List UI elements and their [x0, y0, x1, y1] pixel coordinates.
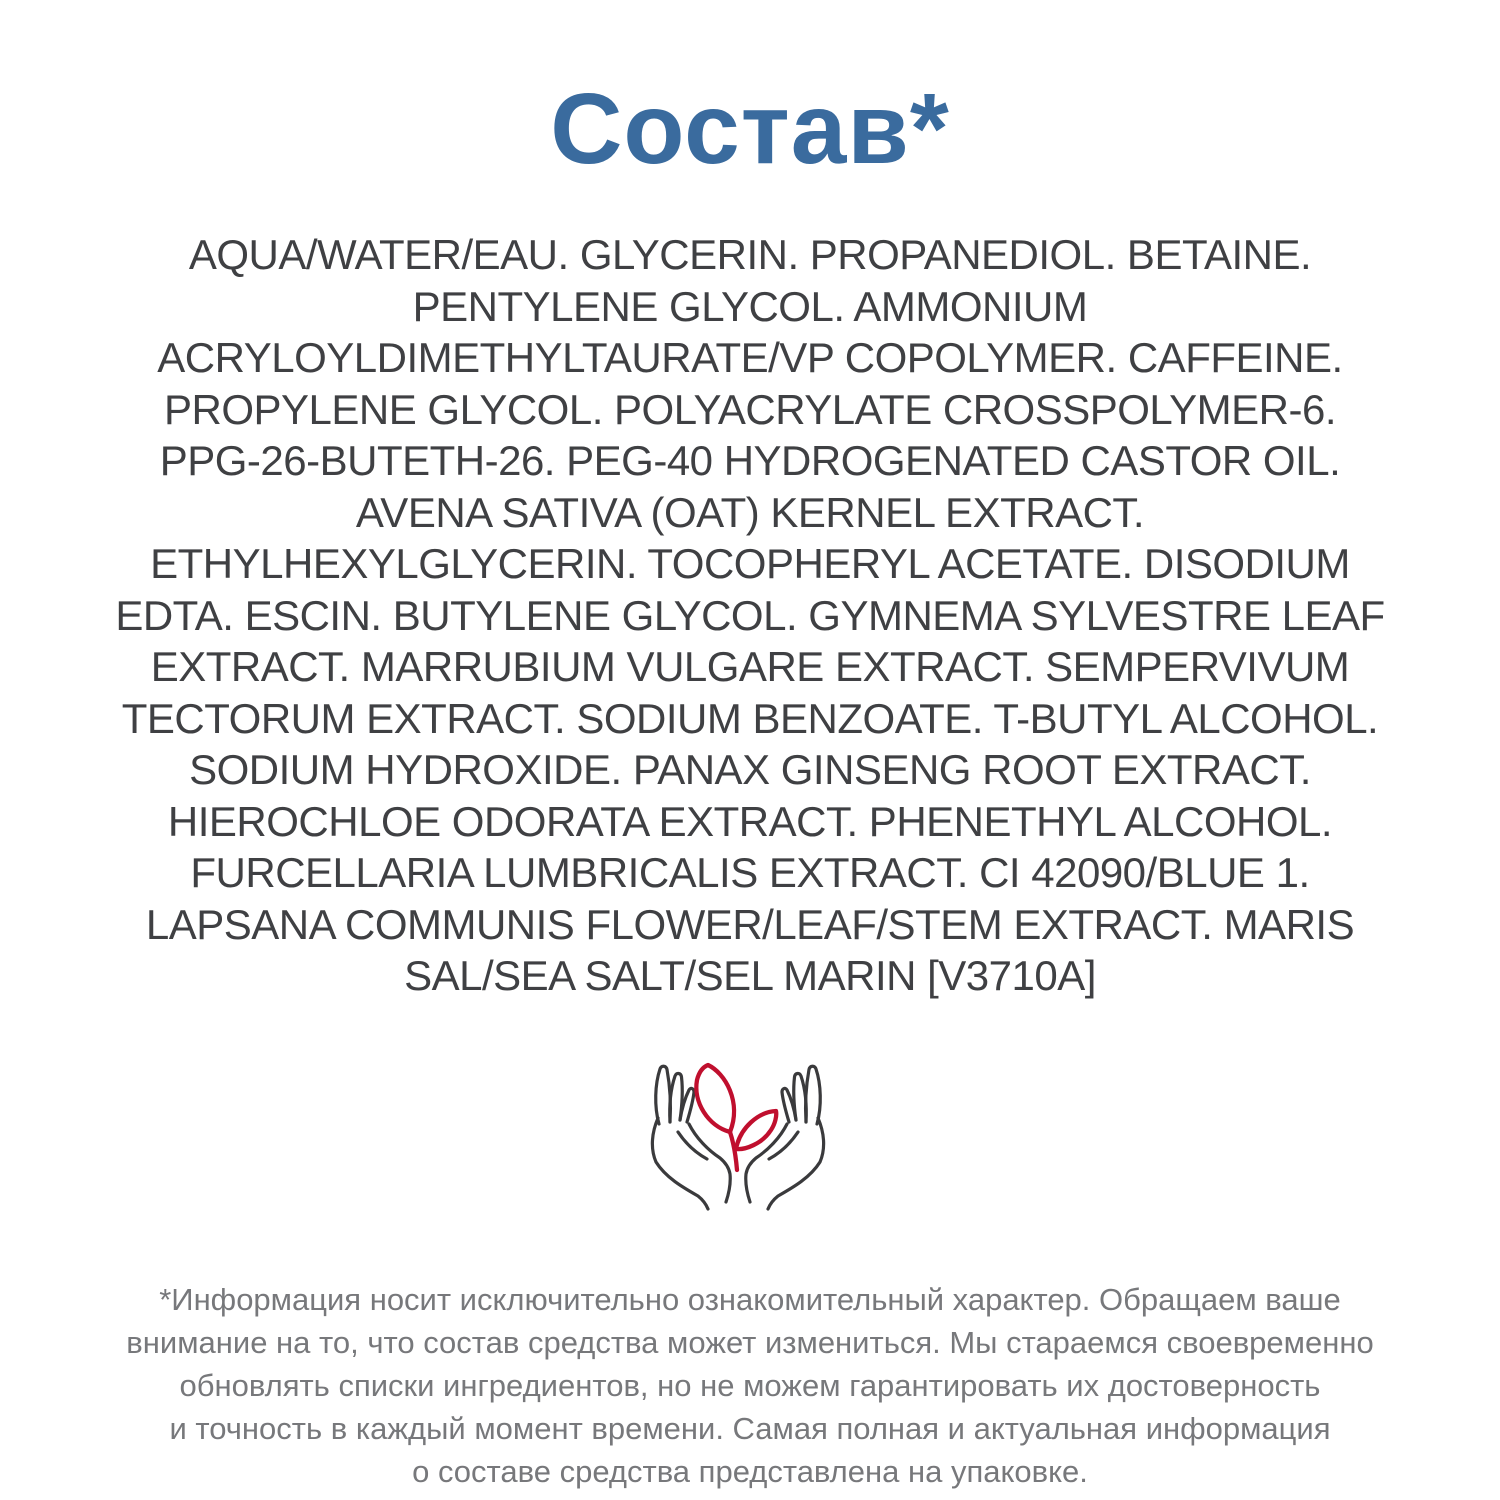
disclaimer-line: и точность в каждый момент времени. Самая полная и актуальная информация: [169, 1410, 1331, 1446]
ingredients-line: EXTRACT. MARRUBIUM VULGARE EXTRACT. SEMPERVIVUM: [150, 643, 1350, 690]
disclaimer-line: обновлять списки ингредиентов, но не можем гарантировать их достоверность: [179, 1367, 1321, 1403]
hands-holding-plant-icon: [638, 1054, 862, 1220]
disclaimer-footnote: [126, 1278, 1373, 1493]
plant-big-leaf: [696, 1065, 734, 1132]
disclaimer-line: о составе средства представлена на упаковке.: [412, 1453, 1088, 1489]
ingredients-line: PENTYLENE GLYCOL. AMMONIUM: [412, 282, 1088, 330]
ingredients-line: PPG-26-BUTETH-26. PEG-40 HYDROGENATED CASTOR OIL.: [159, 437, 1341, 484]
disclaimer-line: *Информация носит исключительно ознакомительный характер. Обращаем ваше: [159, 1281, 1341, 1317]
ingredients-line: AQUA/WATER/EAU. GLYCERIN. PROPANEDIOL. BETAINE.: [188, 231, 1312, 278]
left-hand: [652, 1066, 730, 1209]
right-hand-palm-outer: [768, 1118, 824, 1209]
left-hand-palm-outer: [652, 1118, 708, 1209]
ingredients-line: ETHYLHEXYLGLYCERIN. TOCOPHERYL ACETATE. DISODIUM: [150, 540, 1350, 587]
plant-sprout: [696, 1065, 776, 1170]
plant-small-leaf: [736, 1111, 776, 1149]
page-title: Состав*: [550, 73, 950, 185]
ingredients-line: ACRYLOYLDIMETHYLTAURATE/VP COPOLYMER. CAFFEINE.: [157, 334, 1343, 381]
ingredients-line: PROPYLENE GLYCOL. POLYACRYLATE CROSSPOLYMER-6.: [163, 385, 1337, 433]
icon-container: [638, 1054, 862, 1220]
disclaimer-line: внимание на то, что состав средства может измениться. Мы стараемся своевременно: [126, 1324, 1374, 1360]
ingredients-line: SODIUM HYDROXIDE. PANAX GINSENG ROOT EXTRACT.: [189, 746, 1311, 793]
ingredients-line: AVENA SATIVA (OAT) KERNEL EXTRACT.: [355, 488, 1145, 536]
ingredients-line: HIEROCHLOE ODORATA EXTRACT. PHENETHYL ALCOHOL.: [167, 797, 1333, 845]
ingredients-line: EDTA. ESCIN. BUTYLENE GLYCOL. GYMNEMA SYLVESTRE LEAF: [115, 591, 1385, 639]
left-hand-palm-inner: [689, 1124, 730, 1202]
ingredients-line: FURCELLARIA LUMBRICALIS EXTRACT. CI 42090/BLUE 1.: [190, 849, 1310, 896]
ingredients-line: TECTORUM EXTRACT. SODIUM BENZOATE. T-BUTYL ALCOHOL.: [121, 694, 1379, 742]
ingredients-list: [115, 229, 1384, 1002]
ingredients-line: LAPSANA COMMUNIS FLOWER/LEAF/STEM EXTRACT. MARIS: [145, 900, 1355, 948]
right-hand: [746, 1066, 824, 1209]
ingredients-line: SAL/SEA SALT/SEL MARIN [V3710A]: [404, 952, 1096, 999]
